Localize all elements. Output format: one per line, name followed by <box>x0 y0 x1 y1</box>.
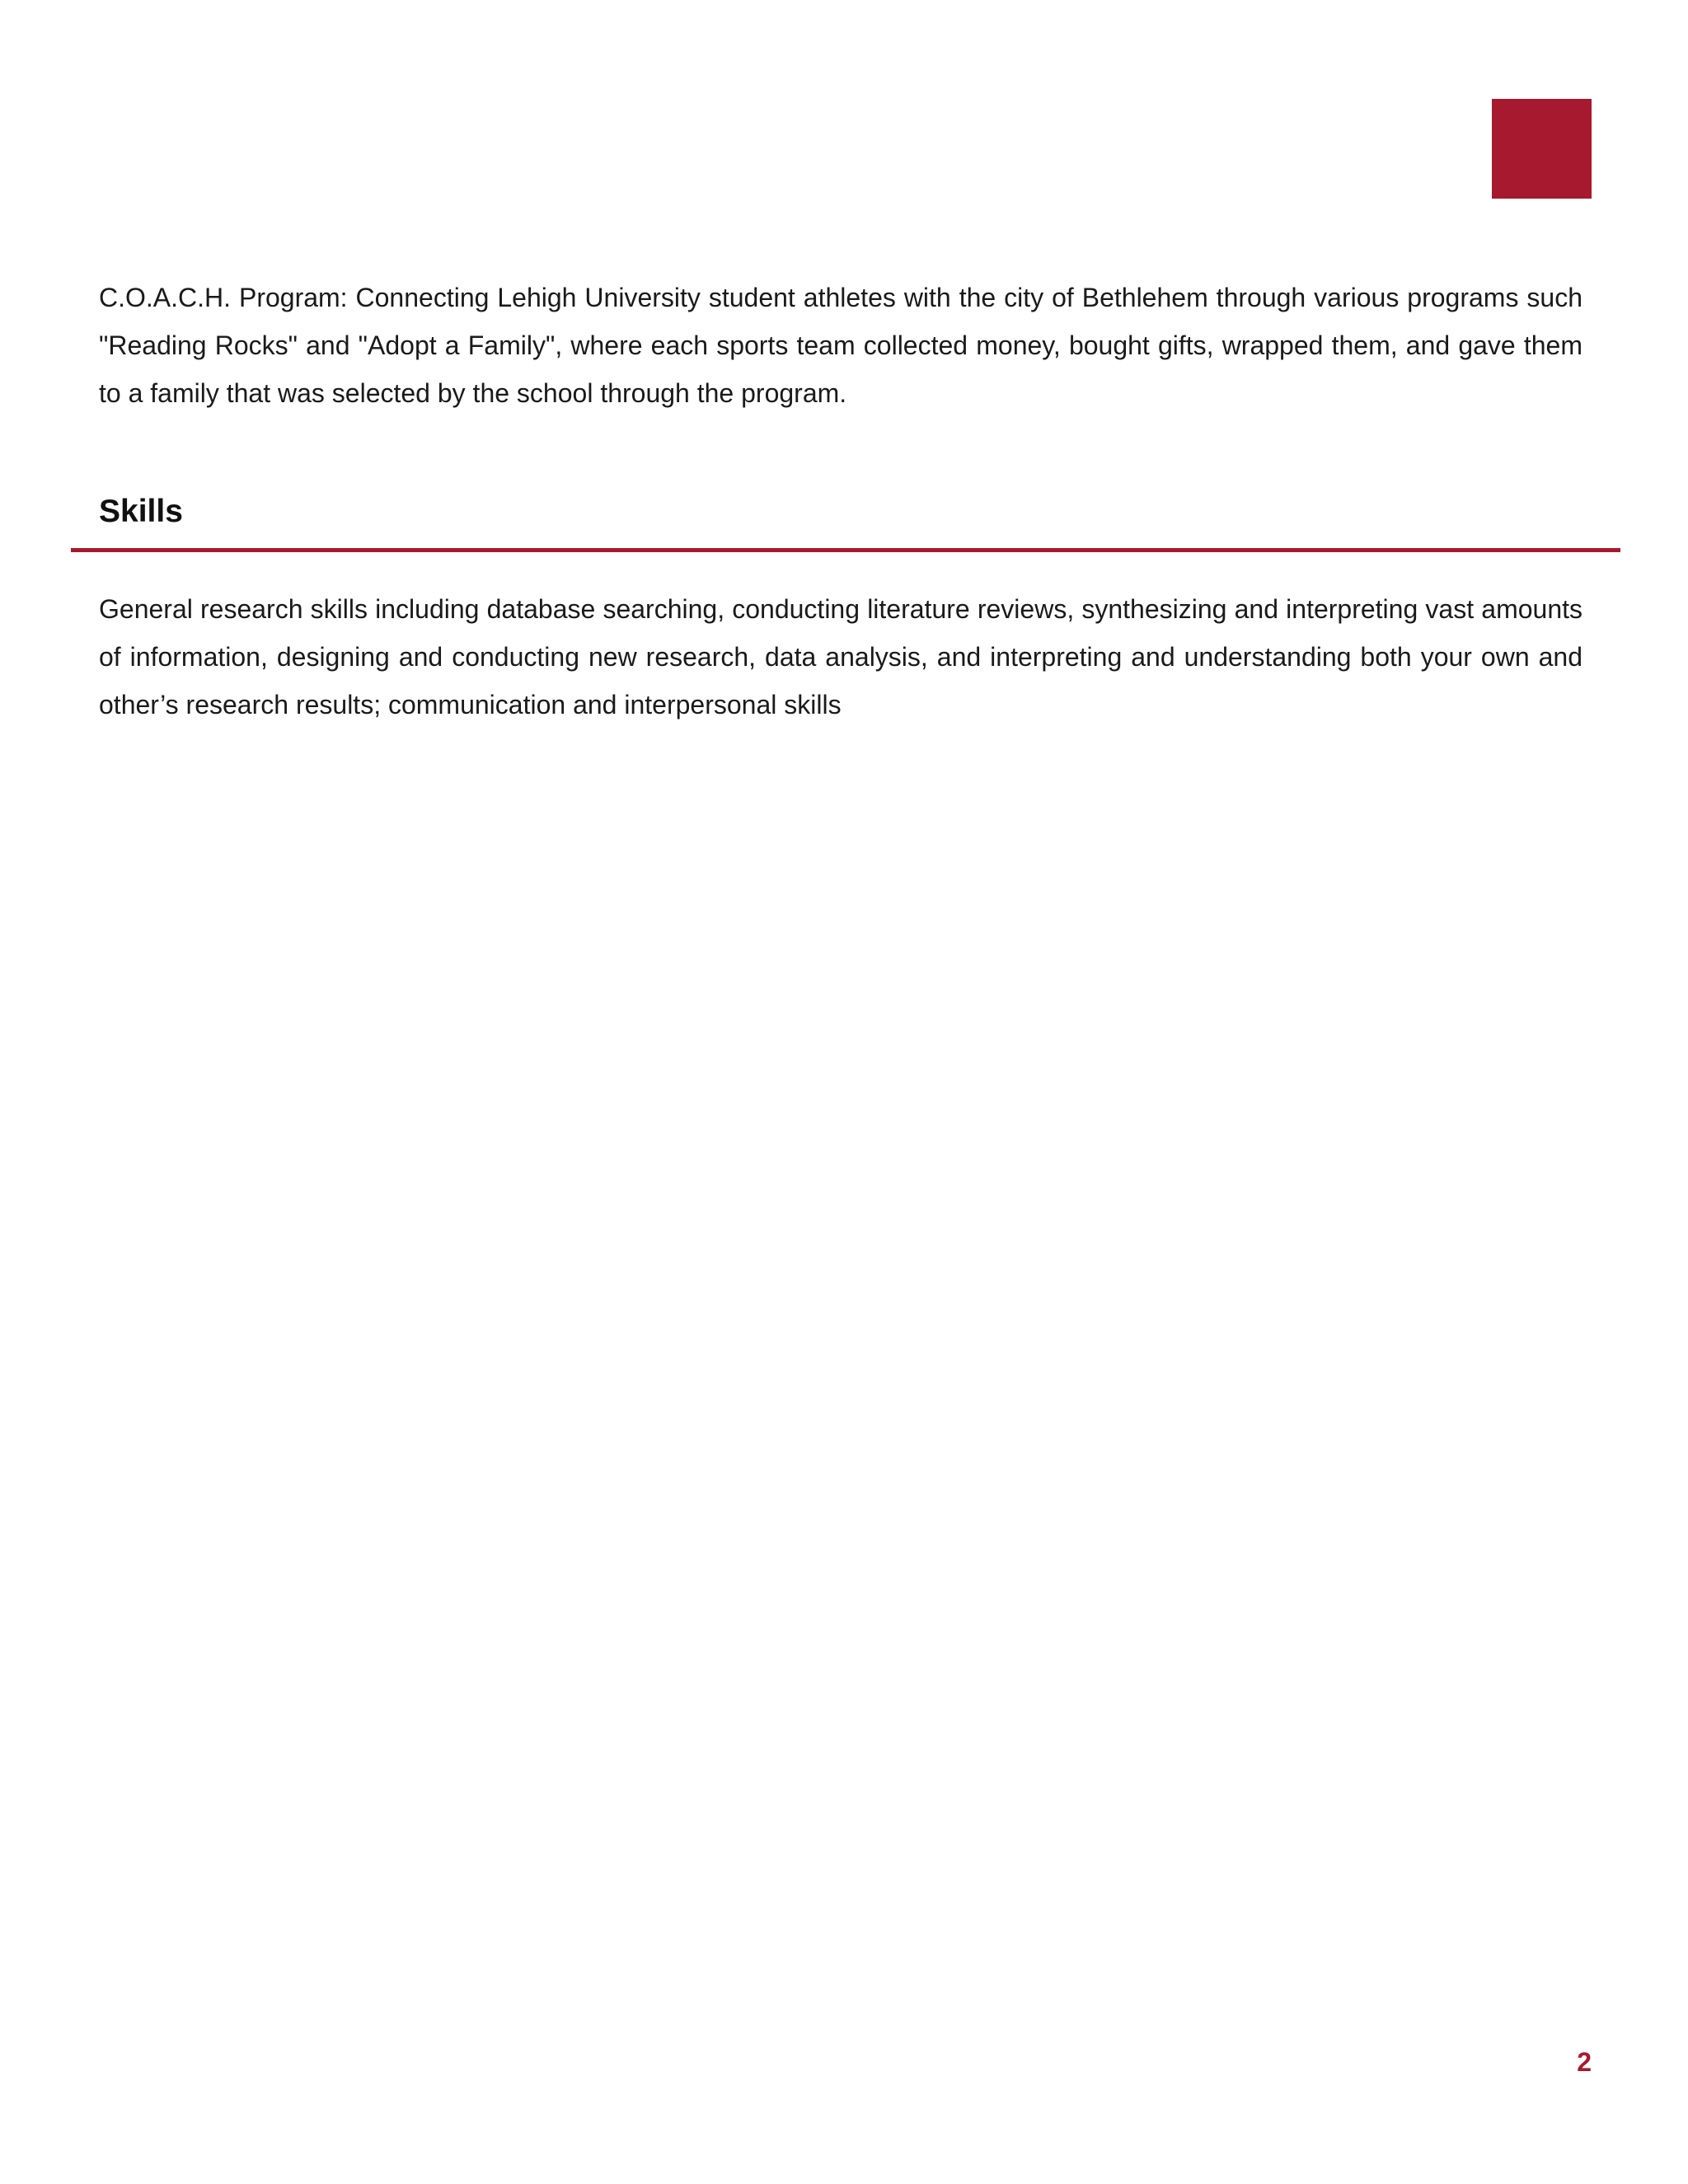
skills-paragraph: General research skills including database searching, conducting literature reviews, synthesizing and interpreting vast amounts of information, designing and conducting new research, data analysis, and interpreting and understanding both your own and other’s research results; communication and interpersonal skills <box>99 594 1582 719</box>
corner-accent-block <box>1492 99 1592 199</box>
page-number: 2 <box>1577 2047 1592 2077</box>
skills-heading: Skills <box>99 494 183 529</box>
section-divider <box>71 548 1620 552</box>
coach-program-paragraph: C.O.A.C.H. Program: Connecting Lehigh University student athletes with the city of Bethlehem through various programs such "Reading Rocks" and "Adopt a Family", where each sports team collected money, bought gifts, wrapped them, and gave them to a family that was selected by the school through the program. <box>99 283 1582 408</box>
